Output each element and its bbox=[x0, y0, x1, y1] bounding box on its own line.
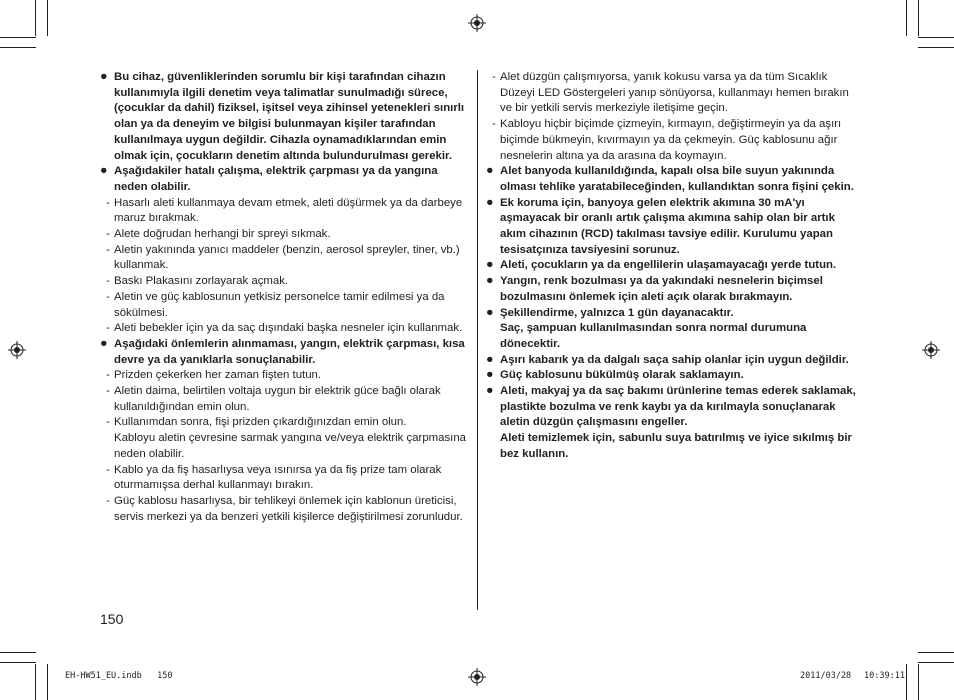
bullet-styling-duration bbox=[486, 306, 856, 353]
bullet-supervision-warning: ● Bu cihaz, güvenliklerinden sorumlu bir kişi tarafından cihazın kullanımıyla ilgili denetim veya talimatlar sunulmadığı sürece, (çocuklar da dahil) fiziksel, işitsel veya zihinsel yetenekleri sınırlı olan ya da deneyim ve bilgisi bulunmayan kişiler tarafından kullanılmaya uygun değildir. Cihazla oynamadıklarından emin olmak için, çocukların denetim altında bulundurulması gerekir. bbox=[100, 70, 472, 164]
bullet-malfunction-causes: ● Aşağıdakiler hatalı çalışma, elektrik çarpması ya da yangına neden olabilir. bbox=[100, 164, 472, 195]
crop-mark-bl-h2 bbox=[0, 662, 36, 663]
dash-item: - Hasarlı aleti kullanmaya devam etmek, aleti düşürmek ya da darbeye maruz bırakmak. bbox=[100, 196, 472, 227]
dash-item: - Aleti bebekler için ya da saç dışındaki başka nesneler için kullanmak. bbox=[100, 321, 472, 337]
dash-item: - Baskı Plakasını zorlayarak açmak. bbox=[100, 274, 472, 290]
bullet-keep-away-children: ● Aleti, çocukların ya da engellilerin ulaşamayacağı yerde tutun. bbox=[486, 258, 856, 274]
crop-mark-tl-h1 bbox=[0, 37, 36, 38]
crop-mark-tr-v2 bbox=[918, 0, 919, 36]
registration-mark-left-icon bbox=[8, 341, 26, 359]
footer-time: 10:39:11 bbox=[864, 671, 905, 681]
dash-item: - Prizden çekerken her zaman fişten tutun. bbox=[100, 368, 472, 384]
dash-item: - Güç kablosu hasarlıysa, bir tehlikeyi önlemek için kablonun üreticisi, servis merkezi ya da benzeri yetkili kişilerce değiştirilmesi zorunludur. bbox=[100, 494, 472, 525]
crop-mark-br-h2 bbox=[918, 662, 954, 663]
dash-item: - Kabloyu hiçbir biçimde çizmeyin, kırmayın, değiştirmeyin ya da aşırı biçimde bükmeyin, kıvırmayın ya da çekmeyin. Güç kablosunu ağır nesnelerin altına ya da arasına da koymayın. bbox=[486, 117, 856, 164]
dash-item: - Aletin ve güç kablosunun yetkisiz personelce tamir edilmesi ya da sökülmesi. bbox=[100, 290, 472, 321]
crop-mark-tr-v1 bbox=[906, 0, 907, 36]
bullet-styling-duration-text: ● Şekillendirme, yalnızca 1 gün dayanacaktır. bbox=[500, 306, 734, 319]
registration-mark-right-icon bbox=[922, 341, 940, 359]
dash-item-continuation: Kabloyu aletin çevresine sarmak yangına ve/veya elektrik çarpmasına neden olabilir. bbox=[114, 432, 467, 460]
dash-item: - Alet düzgün çalışmıyorsa, yanık kokusu varsa ya da tüm Sıcaklık Düzeyi LED Göstergeleri yanıp sönüyorsa, kullanmayı hemen bırakın ve bir yetkili servis merkeziyle iletişime geçin. bbox=[486, 70, 856, 117]
crop-mark-bl-v1 bbox=[35, 664, 36, 700]
bullet-cosmetics-contact-text: ● Aleti, makyaj ya da saç bakımı ürünlerine temas ederek saklamak, plastikte bozulma ve renk kaybı ya da kırılmayla sonuçlanarak aletin düzgün çalışmasını engeller. bbox=[500, 385, 856, 429]
bullet-cosmetics-contact bbox=[486, 384, 856, 463]
bullet-cord-storage: ● Güç kablosunu bükülmüş olarak saklamayın. bbox=[486, 368, 856, 384]
dash-item: - Aletin yakınında yanıcı maddeler (benzin, aerosol spreyler, tiner, vb.) kullanmak. bbox=[100, 243, 472, 274]
right-column bbox=[486, 70, 856, 463]
bullet-styling-duration-cont: Saç, şampuan kullanılmasından sonra normal durumuna dönecektir. bbox=[500, 322, 807, 350]
crop-mark-br-v1 bbox=[906, 664, 907, 700]
crop-mark-tl-v2 bbox=[47, 0, 48, 36]
bullet-do-not-leave-on: ● Yangın, renk bozulması ya da yakındaki nesnelerin biçimsel bozulmasını önlemek için aleti açık olarak bırakmayın. bbox=[486, 274, 856, 305]
dash-item: - Alete doğrudan herhangi bir spreyi sıkmak. bbox=[100, 227, 472, 243]
crop-mark-bl-v2 bbox=[47, 664, 48, 700]
registration-mark-bottom-icon bbox=[468, 668, 486, 686]
crop-mark-tr-h1 bbox=[918, 37, 954, 38]
left-column bbox=[100, 70, 472, 525]
crop-mark-tr-h2 bbox=[918, 47, 954, 48]
column-divider bbox=[477, 70, 478, 610]
crop-mark-br-h1 bbox=[918, 652, 954, 653]
footer-file: EH-HW51_EU.indb 150 bbox=[65, 671, 173, 681]
bullet-rcd-recommendation: ● Ek koruma için, banyoya gelen elektrik akımına 30 mA'yı aşmayacak bir oranlı artık çalışma akımına sahip olan bir artık akım cihazının (RCD) takılması tavsiye edilir. Kurulumu yapan tesisatçınıza tavsiyesini sorunuz. bbox=[486, 196, 856, 259]
footer-date: 2011/03/28 bbox=[800, 671, 852, 681]
dash-item: - Kullanımdan sonra, fişi prizden çıkardığınızdan emin olun. bbox=[100, 415, 472, 431]
crop-mark-tl-v1 bbox=[35, 0, 36, 36]
page-number: 150 bbox=[100, 611, 124, 627]
crop-mark-tl-h2 bbox=[0, 47, 36, 48]
bullet-cosmetics-contact-cont: Aleti temizlemek için, sabunlu suya batırılmış ve iyice sıkılmış bir bez kullanın. bbox=[500, 432, 852, 460]
bullet-curly-hair: ● Aşırı kabarık ya da dalgalı saça sahip olanlar için uygun değildir. bbox=[486, 353, 856, 369]
bullet-precautions: ● Aşağıdaki önlemlerin alınmaması, yangın, elektrik çarpması, kısa devre ya da yanıklarla sonuçlanabilir. bbox=[100, 337, 472, 368]
crop-mark-bl-h1 bbox=[0, 652, 36, 653]
dash-item: - Kablo ya da fiş hasarlıysa veya ısınırsa ya da fiş prize tam olarak oturmamışsa derhal kullanmayı bırakın. bbox=[100, 463, 472, 494]
registration-mark-top-icon bbox=[468, 14, 486, 32]
crop-mark-br-v2 bbox=[918, 664, 919, 700]
dash-item: - Aletin daima, belirtilen voltaja uygun bir elektrik güce bağlı olarak kullanıldığından emin olun. bbox=[100, 384, 472, 415]
bullet-bathroom-warning: ● Alet banyoda kullanıldığında, kapalı olsa bile suyun yakınında olması tehlike yaratabileceğinden, kullandıktan sonra fişini çekin. bbox=[486, 164, 856, 195]
